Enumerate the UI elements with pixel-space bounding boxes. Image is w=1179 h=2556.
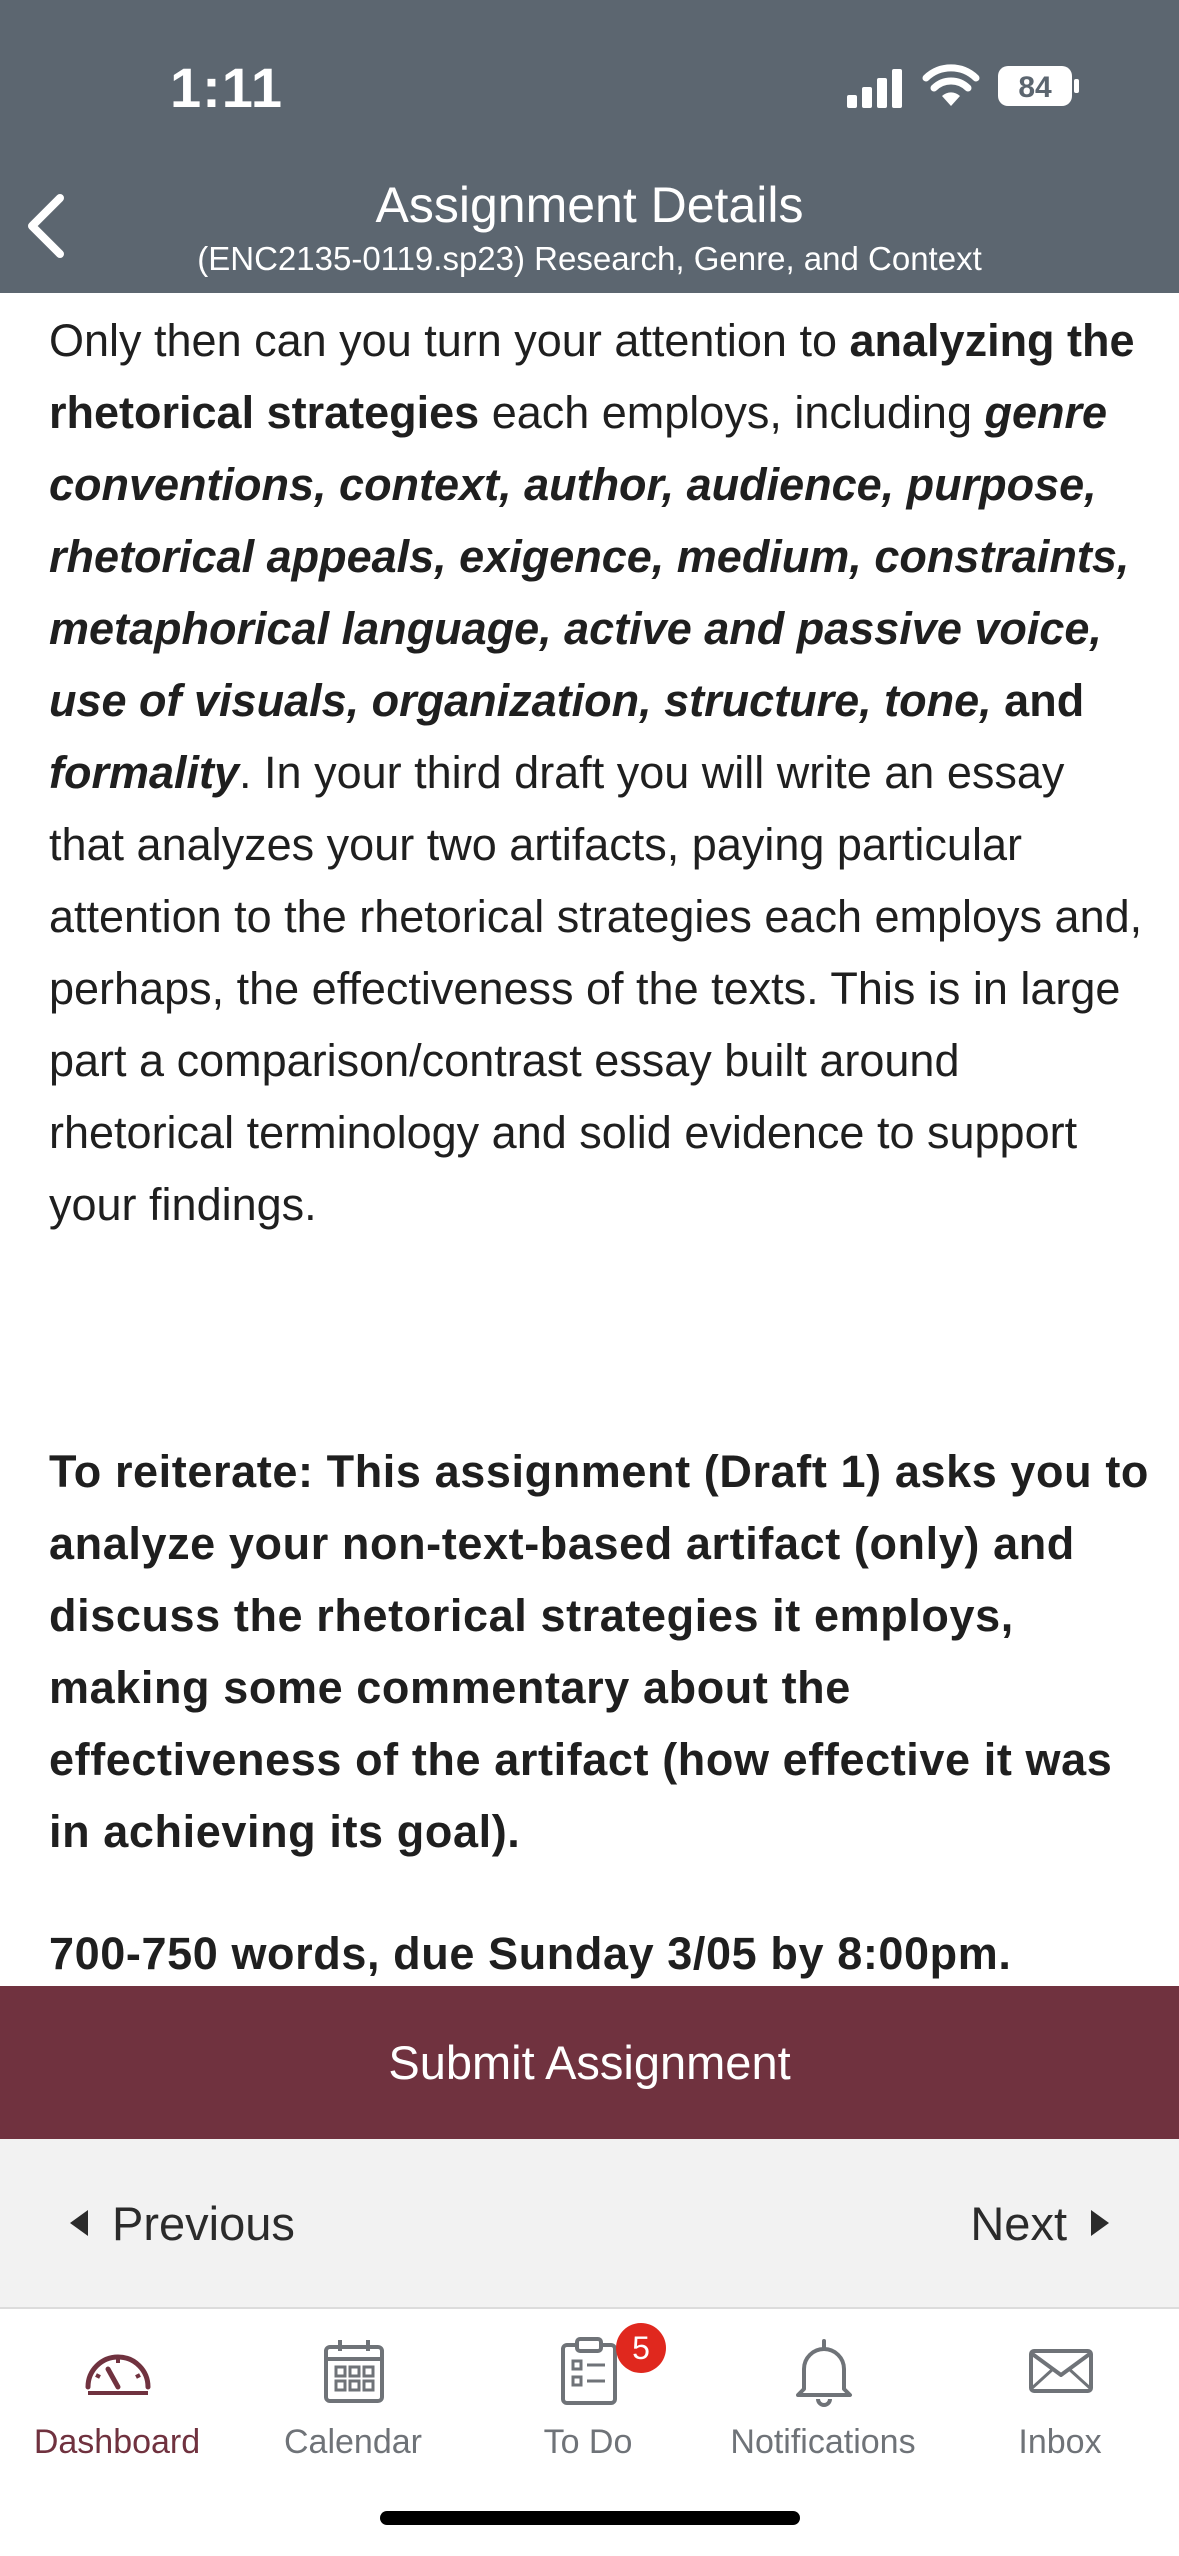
next-label: Next xyxy=(970,2196,1067,2250)
envelope-icon xyxy=(1025,2335,1097,2407)
status-time: 1:11 xyxy=(170,56,283,119)
tab-calendar-label: Calendar xyxy=(284,2423,422,2461)
header-bar xyxy=(0,0,1179,293)
todo-clipboard-icon xyxy=(553,2335,625,2407)
tab-notifications-label: Notifications xyxy=(730,2423,916,2461)
battery-icon xyxy=(997,64,1081,108)
assignment-pager xyxy=(0,2139,1179,2309)
course-subtitle: (ENC2135-0119.sp23) Research, Genre, and Context xyxy=(197,240,982,277)
tab-inbox[interactable] xyxy=(945,2323,1175,2483)
next-button[interactable] xyxy=(970,2191,1109,2255)
dashboard-gauge-icon xyxy=(82,2335,154,2407)
assignment-description xyxy=(0,293,1179,1986)
tab-todo[interactable] xyxy=(473,2323,703,2483)
home-indicator[interactable] xyxy=(380,2511,800,2525)
tab-dashboard-label: Dashboard xyxy=(33,2423,201,2461)
bell-icon xyxy=(788,2335,860,2407)
tab-calendar[interactable] xyxy=(238,2323,468,2483)
caret-right-icon xyxy=(1091,2210,1109,2236)
word-count-due-date: 700-750 words, due Sunday 3/05 by 8:00pm. xyxy=(49,1928,1012,1979)
previous-button[interactable] xyxy=(70,2191,295,2255)
tab-todo-label: To Do xyxy=(543,2423,633,2461)
description-paragraph: Only then can you turn your attention to analyzing the rhetorical strategies each employs, including genre conventions, context, author, audience, purpose, rhetorical appeals, exigence, medium, constraints, metaphorical language, active and passive voice, use of visuals, organization, structure, tone, and formality. In your third draft you will write an essay that analyzes your two artifacts, paying particular attention to the rhetorical strategies each employs and, perhaps, the effectiveness of the texts. This is in large part a comparison/contrast essay built around rhetorical terminology and solid evidence to support your findings. xyxy=(49,315,1143,1230)
caret-left-icon xyxy=(70,2210,88,2236)
calendar-icon xyxy=(318,2335,390,2407)
cellular-signal-icon xyxy=(845,68,905,108)
submit-assignment-button[interactable]: Submit Assignment xyxy=(0,1986,1179,2139)
battery-level: 84 xyxy=(1018,71,1052,104)
previous-label: Previous xyxy=(112,2196,295,2250)
page-title: Assignment Details xyxy=(375,177,804,233)
todo-count-badge: 5 xyxy=(616,2323,666,2373)
reiterate-paragraph: To reiterate: This assignment (Draft 1) asks you to analyze your non-text-based artifact (only) and discuss the rhetorical strategies it employs, making some commentary about the effectiveness of the artifact (how effective it was in achieving its goal). xyxy=(49,1446,1150,1857)
wifi-icon xyxy=(922,62,980,108)
tab-dashboard[interactable] xyxy=(2,2323,232,2483)
tab-notifications[interactable] xyxy=(708,2323,938,2483)
tab-inbox-label: Inbox xyxy=(1018,2423,1102,2461)
